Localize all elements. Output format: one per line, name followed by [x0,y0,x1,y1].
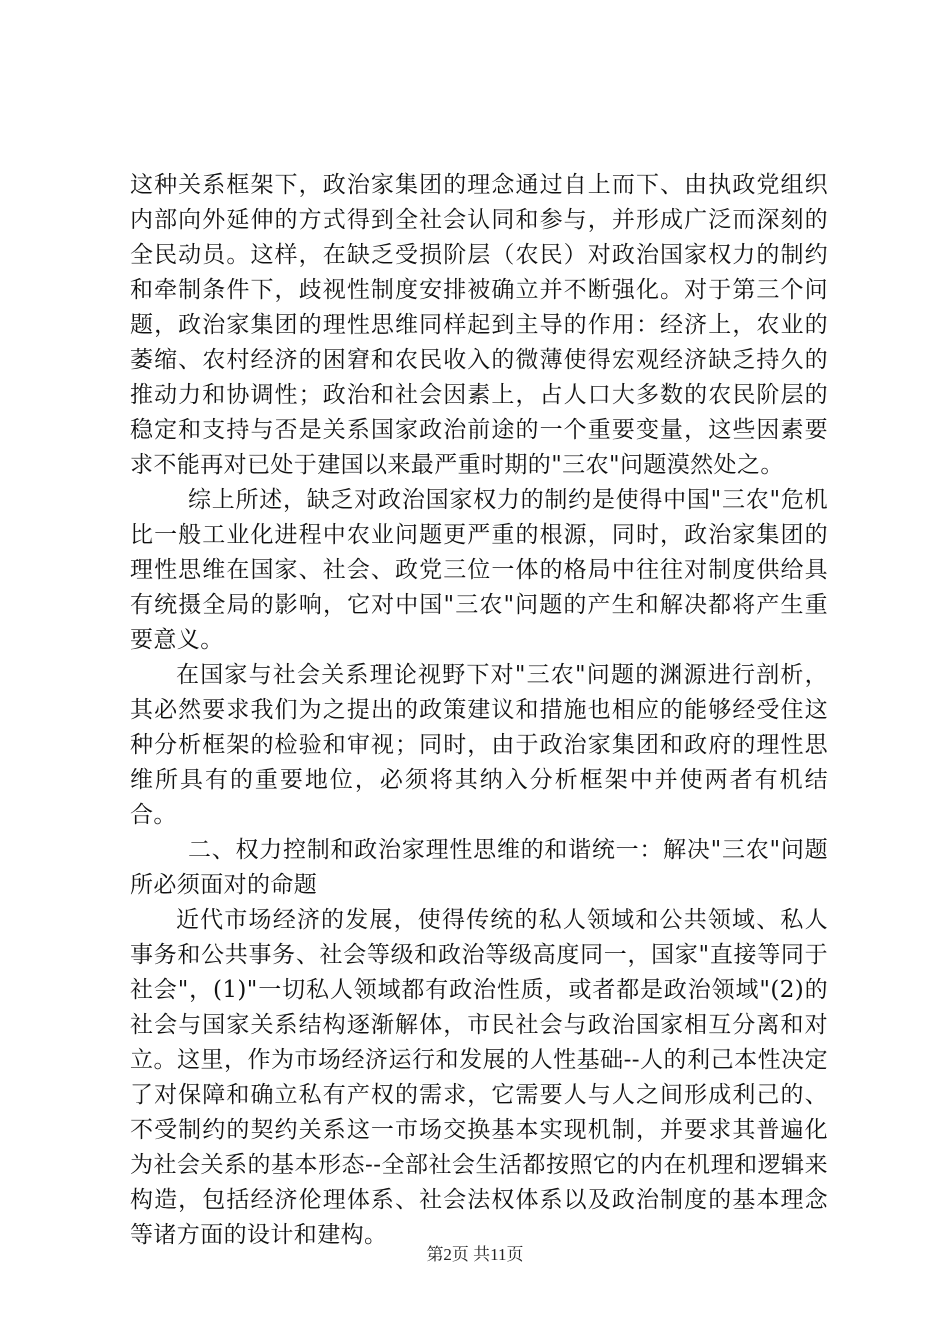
paragraph-analysis: 在国家与社会关系理论视野下对"三农"问题的渊源进行剖析，其必然要求我们为之提出的政策建议和措施也相应的能够经受住这种分析框架的检验和审视；同时，由于政治家集团和政府的理性思维所具有的重要地位，必须将其纳入分析框架中并使两者有机结合。 [130,662,828,828]
page-number: 第2页 共11页 [426,1245,524,1264]
paragraph-market-economy: 近代市场经济的发展，使得传统的私人领域和公共领域、私人事务和公共事务、社会等级和政治等级高度同一，国家"直接等同于社会"，(1)"一切私人领域都有政治性质，或者都是政治领域"(2)的社会与国家关系结构逐渐解体，市民社会与政治国家相互分离和对立。这里，作为市场经济运行和发展的人性基础--人的利己本性决定了对保障和确立私有产权的需求，它需要人与人之间形成利己的、不受制约的契约关系这一市场交换基本实现机制，并要求其普遍化为社会关系的基本形态--全部社会生活都按照它的内在机理和逻辑来构造，包括经济伦理体系、社会法权体系以及政治制度的基本理念等诸方面的设计和建构。 [130,907,828,1248]
section-heading: 二、权力控制和政治家理性思维的和谐统一：解决"三农"问题所必须面对的命题 [130,837,828,898]
document-body [130,168,828,1253]
paragraph-continuation: 这种关系框架下，政治家集团的理念通过自上而下、由执政党组织内部向外延伸的方式得到全社会认同和参与，并形成广泛而深刻的全民动员。这样，在缺乏受损阶层（农民）对政治国家权力的制约和牵制条件下，歧视性制度安排被确立并不断强化。对于第三个问题，政治家集团的理性思维同样起到主导的作用：经济上，农业的萎缩、农村经济的困窘和农民收入的微薄使得宏观经济缺乏持久的推动力和协调性；政治和社会因素上，占人口大多数的农民阶层的稳定和支持与否是关系国家政治前途的一个重要变量，这些因素要求不能再对已处于建国以来最严重时期的"三农"问题漠然处之。 [130,172,828,478]
paragraph-summary: 综上所述，缺乏对政治国家权力的制约是使得中国"三农"危机比一般工业化进程中农业问题更严重的根源，同时，政治家集团的理性思维在国家、社会、政党三位一体的格局中往往对制度供给具有统摄全局的影响，它对中国"三农"问题的产生和解决都将产生重要意义。 [130,487,828,653]
